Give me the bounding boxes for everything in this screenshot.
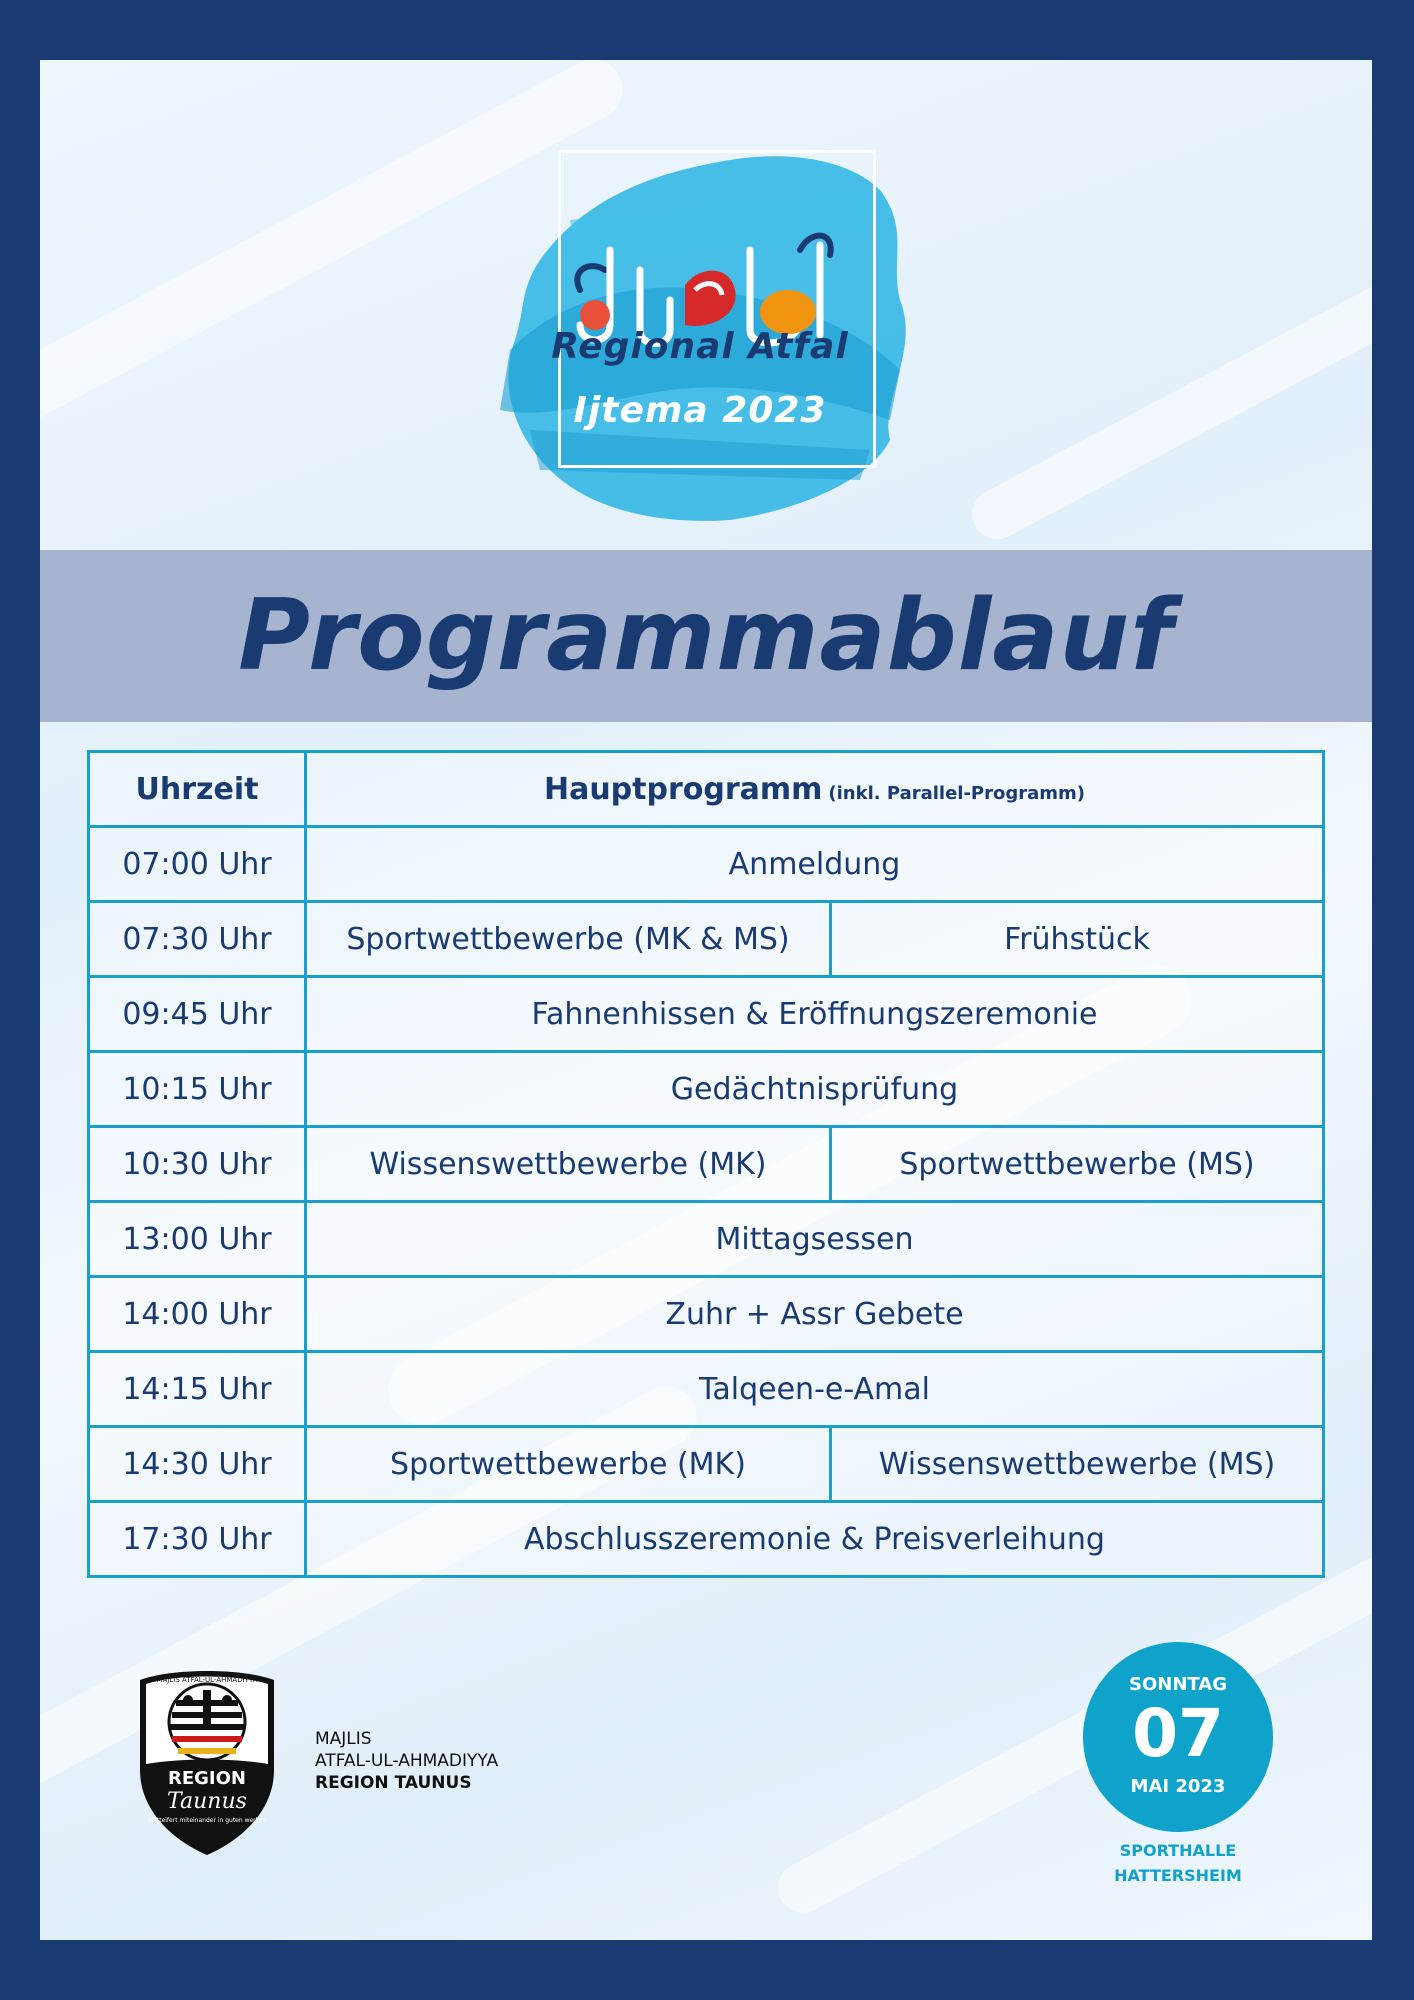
- program-cell: Sportwettbewerbe (MK): [306, 1427, 831, 1502]
- table-header-row: [89, 752, 1324, 827]
- parallel-program-cell: Frühstück: [831, 902, 1324, 977]
- program-cell: Abschlusszeremonie & Preisverleihung: [306, 1502, 1324, 1577]
- parallel-program-cell: Wissenswettbewerbe (MS): [831, 1427, 1324, 1502]
- program-cell: Wissenswettbewerbe (MK): [306, 1127, 831, 1202]
- header-main: [306, 752, 1324, 827]
- time-cell: 14:15 Uhr: [89, 1352, 306, 1427]
- time-cell: 14:30 Uhr: [89, 1427, 306, 1502]
- date-weekday: SONNTAG: [1129, 1674, 1227, 1695]
- date-day: 07: [1132, 1695, 1224, 1772]
- venue-line-2: HATTERSHEIM: [1114, 1866, 1242, 1885]
- org-line-2: ATFAL-UL-AHMADIYYA: [315, 1751, 499, 1771]
- time-cell: 14:00 Uhr: [89, 1277, 306, 1352]
- program-cell: Gedächtnisprüfung: [306, 1052, 1324, 1127]
- program-cell: Anmeldung: [306, 827, 1324, 902]
- program-cell: Sportwettbewerbe (MK & MS): [306, 902, 831, 977]
- organization-name: [315, 1728, 498, 1794]
- time-cell: 07:30 Uhr: [89, 902, 306, 977]
- time-cell: 17:30 Uhr: [89, 1502, 306, 1577]
- schedule-table: [87, 750, 1325, 1578]
- logo-title-line1: Regional Atfal: [551, 326, 849, 367]
- crest-ring-text: MAJLIS ATFAL-UL-AHMADIYYA: [156, 1676, 258, 1684]
- poster: [40, 60, 1372, 1940]
- region-crest-logo: [132, 1660, 282, 1860]
- table-row: [89, 902, 1324, 977]
- crest-name: Taunus: [167, 1789, 247, 1814]
- time-cell: 10:15 Uhr: [89, 1052, 306, 1127]
- header-main-note: (inkl. Parallel-Programm): [828, 782, 1086, 804]
- table-row: [89, 1502, 1324, 1577]
- program-cell: Talqeen-e-Amal: [306, 1352, 1324, 1427]
- date-month-year: MAI 2023: [1130, 1776, 1226, 1797]
- table-row: [89, 1127, 1324, 1202]
- program-cell: Mittagsessen: [306, 1202, 1324, 1277]
- table-row: [89, 1277, 1324, 1352]
- shield-icon: [132, 1660, 282, 1860]
- table-row: [89, 1427, 1324, 1502]
- background-streak: [769, 1549, 1372, 1922]
- table-row: [89, 827, 1324, 902]
- org-line-3-text: REGION TAUNUS: [315, 1773, 472, 1793]
- program-cell: Fahnenhissen & Eröffnungszeremonie: [306, 977, 1324, 1052]
- table-row: [89, 1202, 1324, 1277]
- org-line-1: MAJLIS: [315, 1729, 372, 1749]
- program-cell: Zuhr + Assr Gebete: [306, 1277, 1324, 1352]
- time-cell: 10:30 Uhr: [89, 1127, 306, 1202]
- title-band: [40, 550, 1372, 722]
- background-streak: [963, 222, 1372, 548]
- date-badge: [1083, 1642, 1273, 1832]
- table-row: [89, 1352, 1324, 1427]
- crest-region-label: REGION: [168, 1768, 246, 1789]
- time-cell: 09:45 Uhr: [89, 977, 306, 1052]
- crest-motto: Wetteifert miteinander in guten werken: [147, 1817, 267, 1824]
- org-line-3: [315, 1772, 498, 1794]
- header-main-label: Hauptprogramm: [543, 771, 823, 807]
- logo-title-line2: Ijtema 2023: [573, 390, 827, 431]
- venue-line-1: SPORTHALLE: [1119, 1841, 1237, 1860]
- parallel-program-cell: Sportwettbewerbe (MS): [831, 1127, 1324, 1202]
- time-cell: 07:00 Uhr: [89, 827, 306, 902]
- header-time: Uhrzeit: [89, 752, 306, 827]
- time-cell: 13:00 Uhr: [89, 1202, 306, 1277]
- table-row: [89, 977, 1324, 1052]
- venue: [1083, 1838, 1273, 1888]
- table-row: [89, 1052, 1324, 1127]
- page-title: Programmablauf: [238, 579, 1174, 693]
